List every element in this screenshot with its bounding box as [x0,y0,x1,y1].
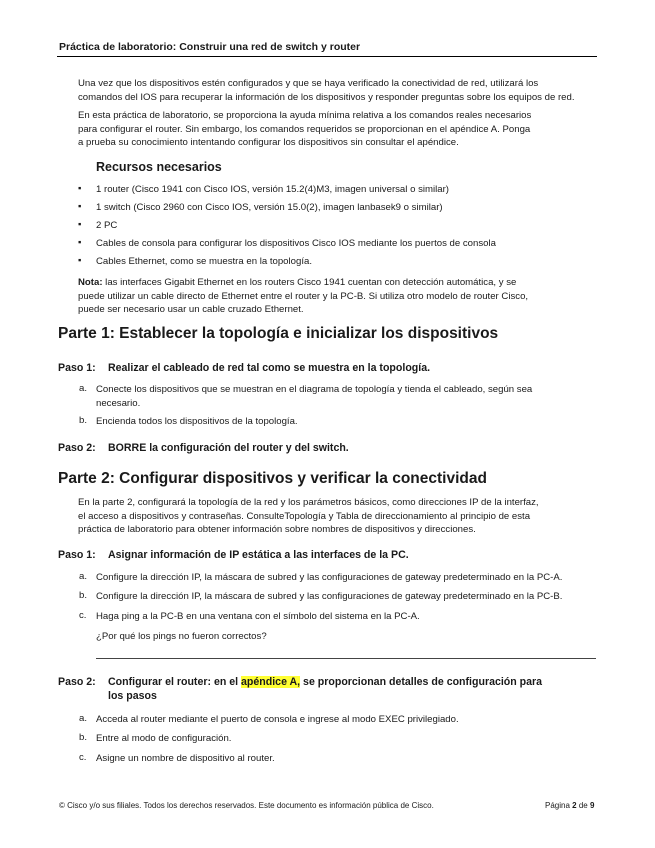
page-word: Página [545,801,573,810]
resource-item: Cables de consola para configurar los dispositivos Cisco IOS mediante los puertos de consola [96,238,496,249]
question-text: ¿Por qué los pings no fueron correctos? [96,631,267,642]
paso-label: Paso 1: [58,362,96,374]
paso-label: Paso 2: [58,676,96,688]
parte1-paso2-heading [58,441,349,455]
step-letter: c. [79,610,87,621]
intro-p1-line1: Una vez que los dispositivos estén configurados y que se haya verificado la conectividad de red, utilizará los [78,78,539,89]
parte2-heading: Parte 2: Configurar dispositivos y verificar la conectividad [58,470,487,487]
step-letter: a. [79,713,88,724]
parte2-paso1-heading [58,548,409,562]
step-letter: c. [79,752,87,763]
nota-line1: las interfaces Gigabit Ethernet en los routers Cisco 1941 cuentan con detección automática, y se [102,277,517,288]
parte2-intro [78,496,598,537]
step-letter: b. [79,415,88,426]
bullet-icon: ▪ [78,237,82,248]
nota-line2: puede utilizar un cable directo de Ethernet entre el router y la PC-B. Si utiliza otro modelo de router Cisco, [78,290,529,302]
paso-label: Paso 1: [58,549,96,561]
parte1-heading: Parte 1: Establecer la topología e inicializar los dispositivos [58,325,499,342]
intro-p2-line3: a prueba su conocimiento intentando configurar los dispositivos sin consultar el apéndice. [78,137,459,149]
parte2-paso2-heading [58,675,598,703]
highlighted-link-text: apéndice A, [241,676,301,688]
answer-line[interactable] [96,658,596,659]
step-item: Configure la dirección IP, la máscara de subred y las configuraciones de gateway predeterminado en la PC-A. [96,572,563,583]
step-letter: a. [79,383,88,394]
step-item: Haga ping a la PC-B en una ventana con el símbolo del sistema en la PC-A. [96,611,420,622]
step-letter: b. [79,732,88,743]
paso-title [108,675,596,703]
paso-title: Realizar el cableado de red tal como se muestra en la topología. [108,362,431,374]
nota-paragraph [78,276,598,317]
footer-copyright: © Cisco y/o sus filiales. Todos los derechos reservados. Este documento es información pública de Cisco. [59,801,434,810]
step-item [96,383,596,410]
paso-label: Paso 2: [58,442,96,454]
step-item: Asigne un nombre de dispositivo al router. [96,753,275,764]
nota-line3: puede ser necesario usar un cable cruzado Ethernet. [78,304,304,316]
step-item: Encienda todos los dispositivos de la topología. [96,416,298,427]
parte2-intro-line3: práctica de laboratorio para obtener información sobre nombres de dispositivos y direcciones. [78,524,476,536]
resource-item: 2 PC [96,220,118,231]
page-of: de [576,801,590,810]
step-item: Entre al modo de configuración. [96,733,232,744]
page-current: 2 [572,801,577,810]
page-total: 9 [589,801,595,810]
resource-item: Cables Ethernet, como se muestra en la topología. [96,256,312,267]
parte1-paso1-heading [58,361,430,375]
paso-title-post: se proporcionan detalles de configuración para [300,676,543,688]
parte2-intro-line2: el acceso a dispositivos y contraseñas. ConsulteTopología y Tabla de direccionamiento al principio de esta [78,510,531,522]
step-letter: b. [79,590,88,601]
intro-p2-line1: En esta práctica de laboratorio, se proporciona la ayuda mínima relativa a los comandos reales necesarios [78,110,532,121]
resource-item: 1 switch (Cisco 2960 con Cisco IOS, versión 15.0(2), imagen lanbasek9 o similar) [96,202,443,213]
paso-title: BORRE la configuración del router y del switch. [108,442,349,454]
paso-title-line2: los pasos [108,690,157,702]
step-letter: a. [79,571,88,582]
step-item-line2: necesario. [96,397,141,409]
nota-label: Nota: [78,277,103,288]
paso-title-pre: Configurar el router: en el [108,676,242,688]
intro-p2-line2: para configurar el router. Sin embargo, los comandos requeridos se proporcionan en el apéndice A. Ponga [78,123,531,135]
parte2-intro-line1: En la parte 2, configurará la topología de la red y los parámetros básicos, como direcciones IP de la interfaz, [78,497,539,508]
bullet-icon: ▪ [78,183,82,194]
intro-paragraph-2 [78,109,598,150]
header-rule [57,56,597,57]
bullet-icon: ▪ [78,201,82,212]
bullet-icon: ▪ [78,255,82,266]
footer-page-number [545,801,594,810]
intro-paragraph-1 [78,77,598,104]
intro-p1-line2: comandos del IOS para recuperar la información de los dispositivos y responder preguntas sobre los equipos de red. [78,91,575,103]
paso-title: Asignar información de IP estática a las interfaces de la PC. [108,549,409,561]
step-item-line1: Conecte los dispositivos que se muestran en el diagrama de topología y tienda el cableado, según sea [96,384,533,395]
resource-item: 1 router (Cisco 1941 con Cisco IOS, versión 15.2(4)M3, imagen universal o similar) [96,184,449,195]
step-item: Acceda al router mediante el puerto de consola e ingrese al modo EXEC privilegiado. [96,714,459,725]
recursos-heading: Recursos necesarios [96,160,222,174]
bullet-icon: ▪ [78,219,82,230]
page-header-title: Práctica de laboratorio: Construir una red de switch y router [59,41,361,53]
step-item: Configure la dirección IP, la máscara de subred y las configuraciones de gateway predeterminado en la PC-B. [96,591,563,602]
